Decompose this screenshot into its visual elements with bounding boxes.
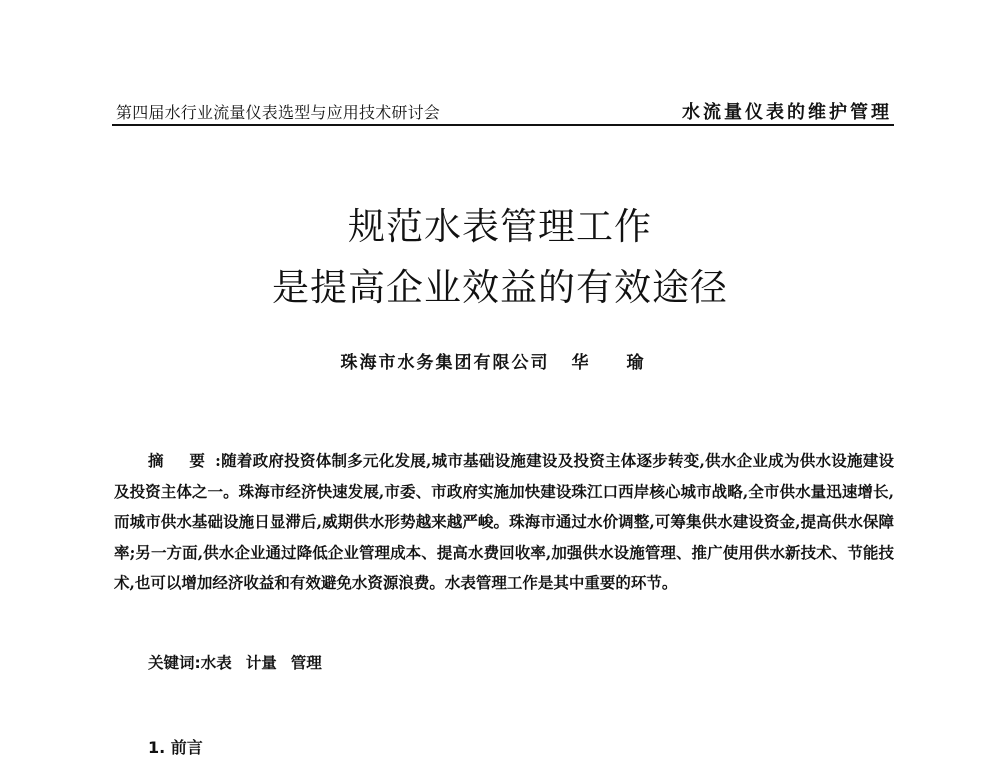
author-name: 华 瑜	[571, 353, 660, 373]
keywords-line	[148, 651, 336, 673]
paper-title-line-1: 规范水表管理工作	[348, 205, 652, 248]
paper-title-line-2: 是提高企业效益的有效途径	[272, 266, 728, 309]
header-section-title: 水流量仪表的维护管理	[682, 102, 892, 123]
author-line	[0, 348, 1000, 373]
abstract-label: 摘 要	[148, 452, 216, 470]
abstract-text: :随着政府投资体制多元化发展,城市基础设施建设及投资主体逐步转变,供水企业成为供水设施建设及投资主体之一。珠海市经济快速发展,市委、市政府实施加快建设珠江口西岸核心城市战略,全市供水量迅速增长,而城市供水基础设施日显滞后,威期供水形势越来越严峻。珠海市通过水价调整,可筹集供水建设资金,提高供水保障率;另一方面,供水企业通过降低企业管理成本、提高水费回收率,加强供水设施管理、推广使用供水新技术、节能技术,也可以增加经济收益和有效避免水资源浪费。水表管理工作是其中重要的环节。	[114, 451, 894, 592]
keyword-item: 水表	[200, 653, 232, 672]
author-organization: 珠海市水务集团有限公司	[340, 353, 550, 373]
header-conference-title: 第四届水行业流量仪表选型与应用技术研讨会	[116, 103, 441, 122]
keywords-label: 关键词:	[148, 654, 201, 672]
running-header	[112, 100, 894, 126]
keyword-item: 管理	[290, 653, 322, 672]
keyword-item: 计量	[245, 653, 277, 672]
section-heading: 1. 前言	[148, 738, 203, 757]
abstract-paragraph	[114, 446, 894, 599]
